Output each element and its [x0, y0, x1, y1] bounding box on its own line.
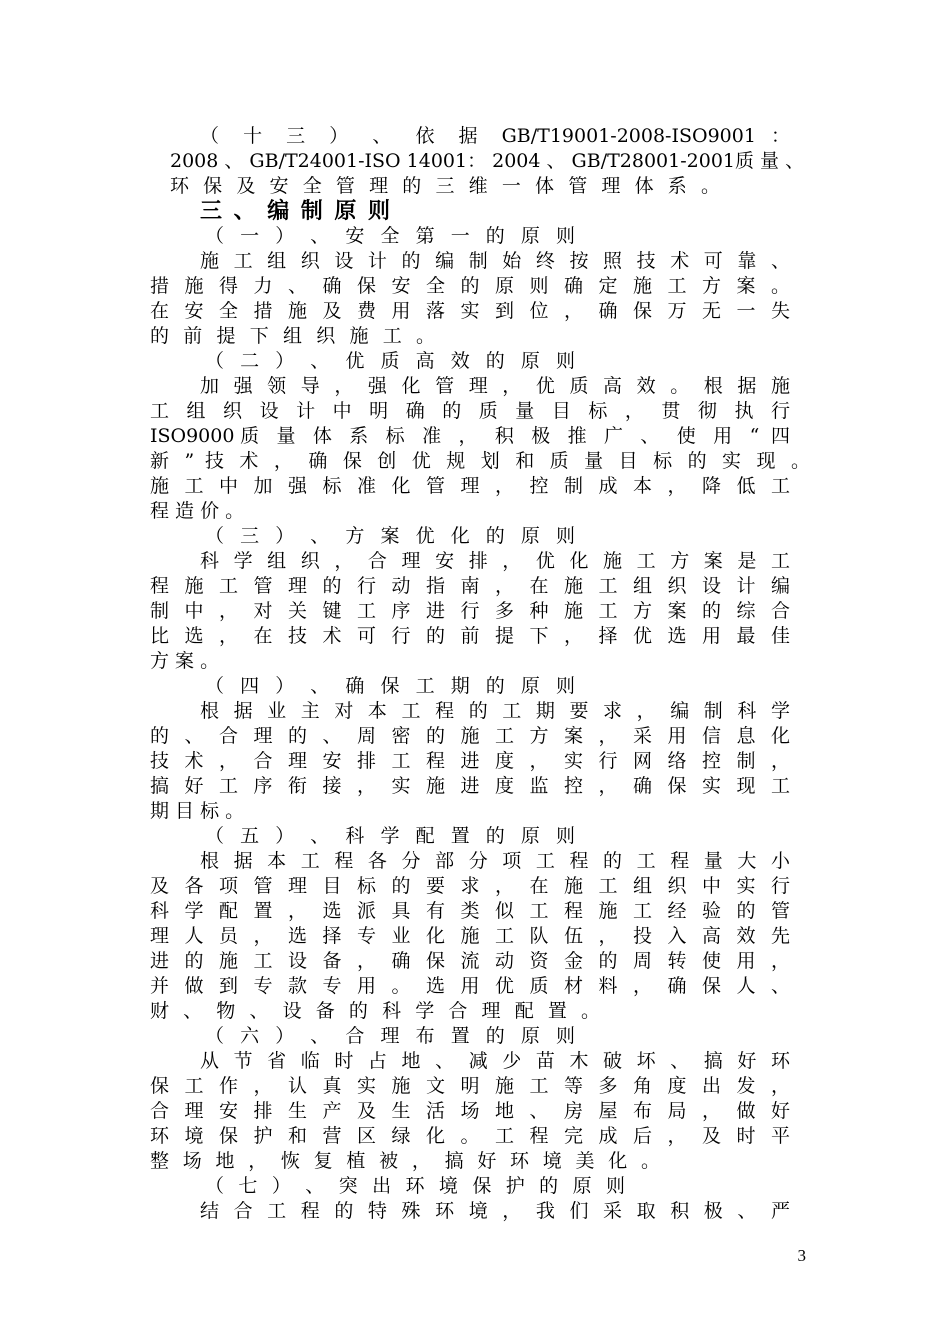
text-line: 环 境 保 护 和 营 区 绿 化 。 工 程 完 成 后 ， 及 时 平: [150, 1125, 790, 1147]
text-line: 措 施 得 力 、 确 保 安 全 的 原 则 确 定 施 工 方 案 。: [150, 275, 790, 297]
text-line: 期 目 标 。: [150, 800, 245, 822]
text-line: 根 据 本 工 程 各 分 部 分 项 工 程 的 工 程 量 大 小: [200, 850, 790, 872]
text-line: 程 施 工 管 理 的 行 动 指 南 ， 在 施 工 组 织 设 计 编: [150, 575, 790, 597]
subsection-heading: （ 三 ） 、 方 案 优 化 的 原 则: [205, 525, 575, 547]
text-line: 加 强 领 导 ， 强 化 管 理 ， 优 质 高 效 。 根 据 施: [200, 375, 790, 397]
text-line: 的 、 合 理 的 、 周 密 的 施 工 方 案 ， 采 用 信 息 化: [150, 725, 790, 747]
subsection-heading: （ 七 ） 、 突 出 环 境 保 护 的 原 则: [205, 1175, 625, 1197]
text-line: 方 案 。: [150, 650, 220, 672]
text-line: 根 据 业 主 对 本 工 程 的 工 期 要 求 ， 编 制 科 学: [200, 700, 790, 722]
subsection-heading: （ 一 ） 、 安 全 第 一 的 原 则: [205, 225, 575, 247]
text-line: 技 术 ， 合 理 安 排 工 程 进 度 ， 实 行 网 络 控 制 ，: [150, 750, 790, 772]
page-number: 3: [797, 1246, 806, 1265]
text-line: ISO9000质 量 体 系 标 准 ， 积 极 推 广 、 使 用 “ 四: [150, 425, 790, 447]
text-line: 结 合 工 程 的 特 殊 环 境 ， 我 们 采 取 积 极 、 严: [200, 1200, 790, 1222]
text-line: 从 节 省 临 时 占 地 、 减 少 苗 木 破 坏 、 搞 好 环: [200, 1050, 790, 1072]
text-line: 保 工 作 ， 认 真 实 施 文 明 施 工 等 多 角 度 出 发 ，: [150, 1075, 790, 1097]
text-line: 搞 好 工 序 衔 接 ， 实 施 进 度 监 控 ， 确 保 实 现 工: [150, 775, 790, 797]
text-line: 新 ” 技 术 ， 确 保 创 优 规 划 和 质 量 目 标 的 实 现 。: [150, 450, 810, 472]
text-line: 科 学 组 织 ， 合 理 安 排 ， 优 化 施 工 方 案 是 工: [200, 550, 790, 572]
text-line: 在 安 全 措 施 及 费 用 落 实 到 位 ， 确 保 万 无 一 失: [150, 300, 790, 322]
text-line: 整 场 地 ， 恢 复 植 被 ， 搞 好 环 境 美 化 。: [150, 1150, 660, 1172]
text-line: 及 各 项 管 理 目 标 的 要 求 ， 在 施 工 组 织 中 实 行: [150, 875, 790, 897]
subsection-heading: （ 五 ） 、 科 学 配 置 的 原 则: [205, 825, 575, 847]
text-line: 理 人 员 ， 选 择 专 业 化 施 工 队 伍 ， 投 入 高 效 先: [150, 925, 790, 947]
text-line: 施 工 中 加 强 标 准 化 管 理 ， 控 制 成 本 ， 降 低 工: [150, 475, 790, 497]
subsection-heading: （ 二 ） 、 优 质 高 效 的 原 则: [205, 350, 575, 372]
text-line: 合 理 安 排 生 产 及 生 活 场 地 、 房 屋 布 局 ， 做 好: [150, 1100, 790, 1122]
text-line: 制 中 ， 对 关 键 工 序 进 行 多 种 施 工 方 案 的 综 合: [150, 600, 790, 622]
text-line: 进 的 施 工 设 备 ， 确 保 流 动 资 金 的 周 转 使 用 ，: [150, 950, 790, 972]
text-line: 2008 、 GB/T24001-ISO 14001： 2004 、 GB/T28001-2001质 量 、: [170, 150, 805, 172]
text-line: 程 造 价 。: [150, 500, 245, 522]
text-line: 施 工 组 织 设 计 的 编 制 始 终 按 照 技 术 可 靠 、: [200, 250, 790, 272]
text-line: 财 、 物 、 设 备 的 科 学 合 理 配 置 。: [150, 1000, 600, 1022]
subsection-heading: （ 六 ） 、 合 理 布 置 的 原 则: [205, 1025, 575, 1047]
section-heading: 三 、 编 制 原 则: [200, 199, 390, 224]
text-line: 并 做 到 专 款 专 用 。 选 用 优 质 材 料 ， 确 保 人 、: [150, 975, 790, 997]
text-line: 的 前 提 下 组 织 施 工 。: [150, 325, 435, 347]
text-line: 比 选 ， 在 技 术 可 行 的 前 提 下 ， 择 优 选 用 最 佳: [150, 625, 790, 647]
text-line: （ 十 三 ） 、 依 据 GB/T19001-2008-ISO9001 ：: [200, 125, 790, 147]
text-line: 环 保 及 安 全 管 理 的 三 维 一 体 管 理 体 系 。: [170, 175, 720, 197]
text-line: 科 学 配 置 ， 选 派 具 有 类 似 工 程 施 工 经 验 的 管: [150, 900, 790, 922]
subsection-heading: （ 四 ） 、 确 保 工 期 的 原 则: [205, 675, 575, 697]
text-line: 工 组 织 设 计 中 明 确 的 质 量 目 标 ， 贯 彻 执 行: [150, 400, 790, 422]
